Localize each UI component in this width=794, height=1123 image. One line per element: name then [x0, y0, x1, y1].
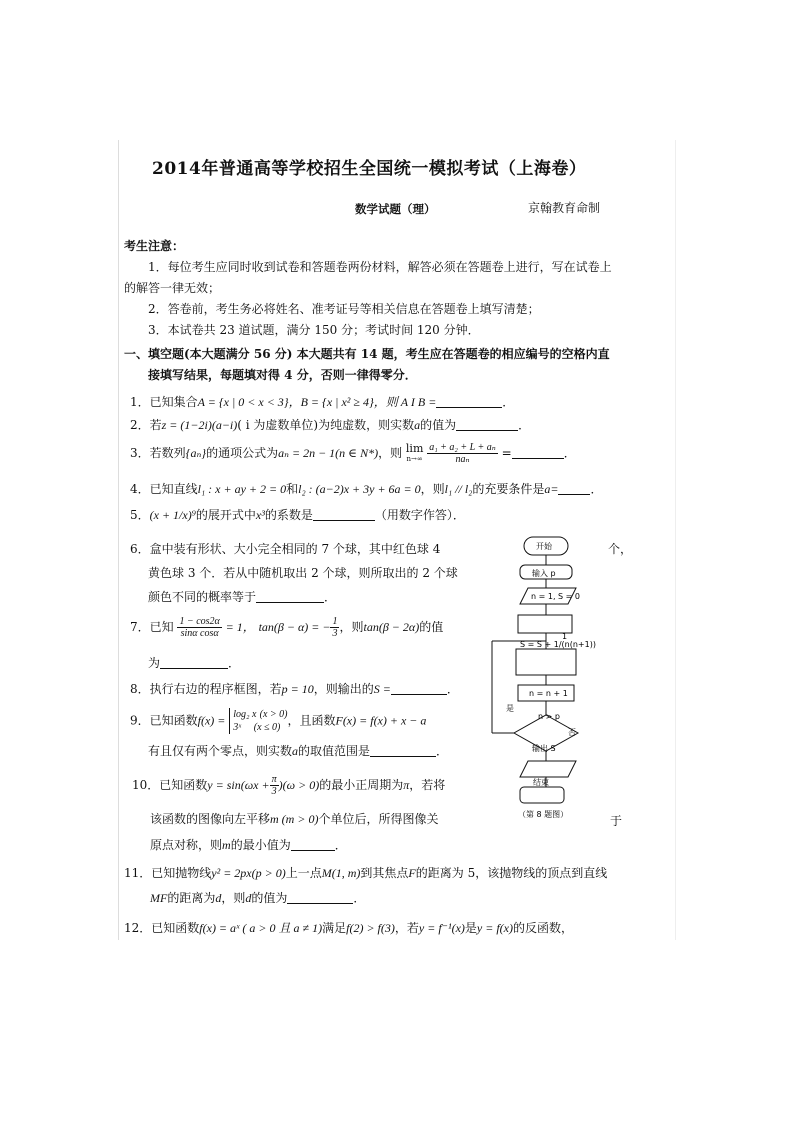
q7-fden: 3 — [332, 628, 338, 639]
q3-mid: 的通项公式为 — [206, 446, 279, 460]
q11-F: F — [408, 866, 416, 880]
q3-eq: = — [501, 446, 512, 460]
q10-fx2: )(ω > 0) — [278, 778, 320, 792]
flowchart-assign-n-label: n = n + 1 — [529, 689, 568, 698]
question-8 — [130, 682, 459, 696]
q4-suffix: ． — [590, 482, 603, 496]
q5-answer-blank — [313, 509, 375, 521]
q8-suffix: ． — [446, 682, 459, 696]
question-2 — [130, 418, 530, 432]
question-11 — [124, 866, 607, 880]
q2-answer-blank — [456, 419, 518, 431]
flowchart-figure — [486, 535, 606, 825]
q2-math: z = (1−2i)(a−i) — [161, 418, 238, 432]
q10-suffix3: ． — [334, 838, 347, 852]
flowchart-loop-box — [518, 615, 572, 633]
q9-prefix: 9．已知函数 — [130, 713, 198, 728]
question-10-line2-end: 于 — [610, 814, 623, 828]
flowchart-input-label: 输入 p — [532, 569, 556, 578]
q3-fraction — [427, 442, 498, 465]
flowchart-start-label: 开始 — [536, 542, 552, 551]
q12-mid3: 是 — [464, 921, 477, 935]
q11-MF: MF — [150, 891, 168, 905]
q10-m2: m — [222, 838, 231, 852]
question-3 — [130, 442, 576, 465]
q1-math: A = {x | 0 < x < 3}，B = {x | x² ≥ 4}，则 A I B = — [197, 395, 437, 409]
flowchart-assign-s-label: S = S + 1/(n(n+1)) — [520, 640, 596, 649]
q3-suffix: ． — [563, 446, 576, 460]
q7-mid: ，则 — [339, 620, 364, 634]
q11-d: d — [215, 891, 222, 905]
q4-prefix: 4．已知直线 — [130, 482, 198, 496]
q12-suffix: 的反函数， — [513, 921, 574, 935]
q9-mid: ，且函数 — [287, 713, 336, 728]
q7-tan2: tan(β − 2α) — [363, 620, 420, 634]
flowchart-one-label: 1 — [562, 632, 568, 641]
q9-cases — [229, 708, 287, 734]
q9-case2: 3ˣ — [233, 722, 242, 733]
q2-var: a — [414, 418, 421, 432]
q8-var: p = 10 — [281, 682, 314, 696]
question-6-line2: 黄色球 3 个．若从中随机取出 2 个球，则所取出的 2 个球 — [148, 566, 458, 580]
subject-label: 数学试题（理） — [355, 202, 436, 216]
notice-item1-line1: 1．每位考生应同时收到试卷和答题卷两份材料，解答必须在答题卷上进行，写在试卷上 — [148, 260, 612, 274]
q12-mid2: ，若 — [394, 921, 419, 935]
q10-suffix: ，若将 — [409, 778, 446, 792]
q11-line2c: ，则 — [221, 891, 246, 905]
q4-parallel: l₁ // l₂ — [444, 482, 473, 496]
q10-mid: 的最小正周期为 — [319, 778, 404, 792]
q10-fnum: π — [271, 774, 277, 785]
q4-text: 的充要条件是 — [472, 482, 545, 496]
q3-lim: lim — [405, 441, 424, 455]
flowchart-cond-label: n > p — [538, 712, 560, 721]
q3-formula: aₙ = 2n − 1(n ∈ N*) — [278, 446, 379, 460]
section1-line1: 一、填空题(本大题满分 56 分) 本大题共有 14 题，考生应在答题卷的相应编号的空格内直 — [124, 347, 610, 361]
q3-limit — [405, 441, 424, 464]
q9-var: a — [292, 744, 299, 758]
q6-text: 颜色不同的概率等于 — [148, 590, 257, 604]
flowchart-caption: （第 8 题图） — [518, 810, 569, 819]
question-9 — [130, 708, 426, 734]
notice-item3: 3．本试卷共 23 道试题，满分 150 分；考试时间 120 分钟． — [148, 323, 480, 337]
q10-line2b: 个单位后，所得图像关 — [318, 812, 439, 826]
question-6-line1: 6．盒中装有形状、大小完全相同的 7 个球，其中红色球 4 — [130, 542, 441, 556]
question-6-line3 — [148, 590, 336, 604]
q2-suffix: ． — [518, 418, 531, 432]
q10-line3: 原点对称，则 — [150, 838, 223, 852]
flowchart-output-label: 输出 S — [532, 744, 556, 753]
q6-suffix: ． — [324, 590, 337, 604]
flowchart-end-terminal — [520, 787, 564, 803]
q3-num: a₁ + a₂ + L + aₙ — [429, 442, 496, 453]
q8-s: S = — [373, 682, 391, 696]
q3-answer-blank — [512, 447, 564, 459]
question-6-line1-end: 个， — [608, 542, 633, 556]
flowchart-yes-label: 是 — [506, 704, 514, 713]
q10-fden: 3 — [271, 786, 277, 797]
q4-answer-blank — [558, 483, 590, 495]
q10-fraction — [270, 774, 279, 797]
q4-l1: l₁ : x + ay + 2 = 0 — [197, 482, 287, 496]
q3-mid2: ，则 — [378, 446, 403, 460]
q6-answer-blank — [256, 591, 324, 603]
question-1 — [130, 395, 514, 409]
q4-l2: l₂ : (a−2)x + 3y + 6a = 0 — [298, 482, 421, 496]
q9-cond1: (x > 0) — [259, 709, 288, 720]
q11-mid: 上一点 — [285, 866, 322, 880]
question-12 — [124, 921, 573, 935]
q2-text: 的值为 — [420, 418, 457, 432]
q1-prefix: 1．已知集合 — [130, 395, 198, 409]
q11-eq: y² = 2px(p > 0) — [211, 866, 286, 880]
question-10-line3 — [150, 838, 347, 852]
q1-answer-blank — [436, 396, 502, 408]
q3-den: naₙ — [455, 454, 470, 465]
q5-suffix: （用数字作答）． — [374, 508, 465, 522]
publisher-label: 京翰教育命制 — [528, 201, 601, 215]
q10-answer-blank — [291, 839, 335, 851]
q4-mid: ，则 — [420, 482, 445, 496]
q12-inv: y = f⁻¹(x) — [418, 921, 465, 935]
q7-prefix: 7．已知 — [130, 620, 174, 634]
q7-line2: 为 — [148, 656, 161, 670]
question-7-line2 — [148, 656, 240, 670]
q11-prefix: 11．已知抛物线 — [124, 866, 212, 880]
q9-answer-blank — [370, 745, 436, 757]
q10-pi: π — [403, 778, 410, 792]
flowchart-output-box — [520, 761, 576, 777]
q3-prefix: 3．若数列 — [130, 446, 186, 460]
q9-fx: f(x) = — [197, 713, 226, 728]
q9-cond2: (x ≤ 0) — [253, 722, 281, 733]
notice-item1-line2: 的解答一律无效； — [124, 281, 221, 295]
q9-suffix: ． — [436, 744, 449, 758]
q5-prefix: 5． — [130, 508, 150, 522]
q5-expr: (x + 1/x)⁹ — [149, 508, 196, 522]
q4-var: a= — [544, 482, 559, 496]
q10-fx: y = sin(ωx + — [207, 778, 270, 792]
q5-mid: 的展开式中 — [195, 508, 256, 522]
section1-line2: 接填写结果，每题填对得 4 分，否则一律得零分． — [148, 368, 417, 382]
question-10-line2 — [150, 812, 438, 826]
q7-fnum: 1 — [332, 616, 338, 627]
q5-text: 的系数是 — [264, 508, 313, 522]
q10-m: m (m > 0) — [270, 812, 319, 826]
q7-fraction — [177, 616, 221, 639]
question-9-line2 — [148, 744, 448, 758]
q11-answer-blank — [287, 892, 353, 904]
q11-line2b: 的距离为 — [167, 891, 216, 905]
q5-x3: x³ — [255, 508, 265, 522]
q12-fx: f(x) = aˣ ( a > 0 且 a ≠ 1) — [199, 921, 323, 935]
q7-answer-blank — [160, 657, 228, 669]
q3-limsub: n→∞ — [406, 454, 423, 463]
q9-Fx: F(x) = f(x) + x − a — [335, 713, 427, 728]
flowchart-assign-s-box — [516, 649, 576, 675]
notice-heading: 考生注意： — [124, 239, 185, 253]
q4-and: 和 — [286, 482, 299, 496]
question-10 — [132, 774, 445, 797]
flowchart-end-label: 结束 — [533, 778, 549, 787]
q7-num: 1 − cos2α — [179, 616, 220, 627]
q11-mid3: 的距离为 5，该抛物线的顶点到直线 — [415, 866, 608, 880]
q10-prefix: 10．已知函数 — [132, 778, 208, 792]
q12-y: y = f(x) — [476, 921, 513, 935]
q8-answer-blank — [391, 683, 447, 695]
q9-case1: log₂ x — [233, 709, 257, 720]
q11-d2: d — [245, 891, 252, 905]
question-4 — [130, 482, 603, 496]
q10-line2: 该函数的图像向左平移 — [150, 812, 271, 826]
q3-seq: {aₙ} — [185, 446, 207, 460]
q9-line2: 有且仅有两个零点，则实数 — [148, 744, 293, 758]
q9-text: 的取值范围是 — [298, 744, 371, 758]
q11-line2d: 的值为 — [251, 891, 288, 905]
q11-mid2: 到其焦点 — [360, 866, 409, 880]
q7-suffix: 的值 — [419, 620, 444, 634]
q7-tan1: tan(β − α) = − — [258, 620, 331, 634]
flowchart-no-label: 否 — [568, 728, 576, 737]
q2-mid: ( i 为虚数单位)为纯虚数，则实数 — [237, 418, 415, 432]
q11-suffix: ． — [353, 891, 366, 905]
q12-prefix: 12．已知函数 — [124, 921, 200, 935]
notice-item2: 2．答卷前，考生务必将姓名、准考证号等相关信息在答题卷上填写清楚； — [148, 302, 540, 316]
exam-title: 2014年普通高等学校招生全国统一模拟考试（上海卷） — [152, 159, 587, 179]
q1-suffix: ． — [502, 395, 515, 409]
q12-mid: 满足 — [322, 921, 347, 935]
q7-suffix2: ． — [228, 656, 241, 670]
question-7 — [130, 616, 443, 639]
q12-cond: f(2) > f(3) — [346, 921, 395, 935]
q2-prefix: 2．若 — [130, 418, 162, 432]
q7-eq1: = 1， — [225, 620, 255, 634]
question-11-line2 — [150, 891, 365, 905]
q11-M: M(1, m) — [321, 866, 361, 880]
flowchart-init-label: n = 1, S = 0 — [531, 592, 580, 601]
q8-mid: ，则输出的 — [313, 682, 374, 696]
q10-line3b: 的最小值为 — [230, 838, 291, 852]
q7-den: sinα cosα — [180, 628, 219, 639]
q8-text: 8．执行右边的程序框图，若 — [130, 682, 282, 696]
question-5 — [130, 508, 465, 522]
